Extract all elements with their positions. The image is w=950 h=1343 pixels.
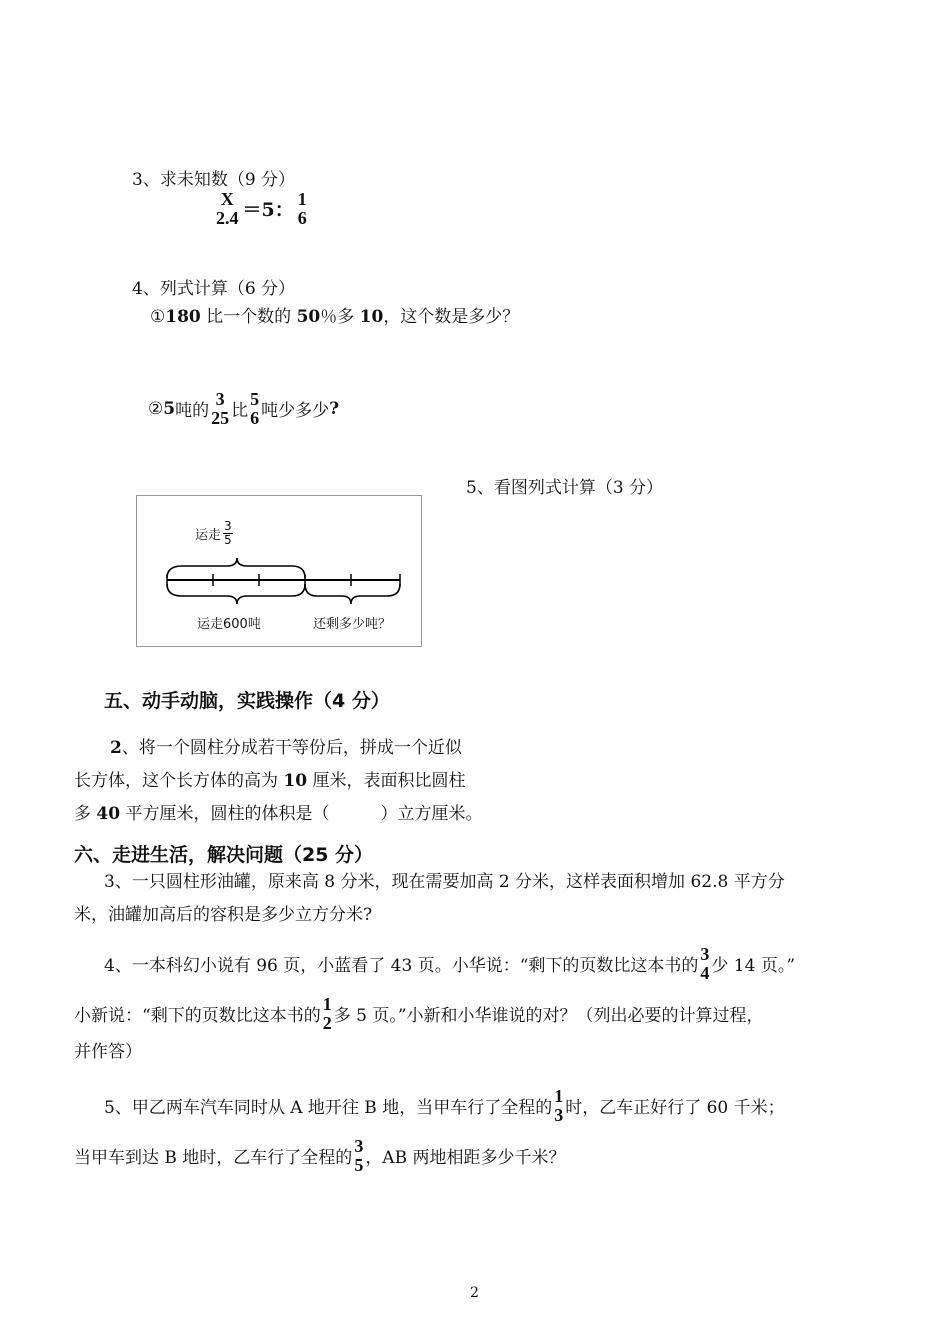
s6-q5-line2b: ，AB 两地相距多少千米？	[365, 1148, 566, 1169]
q4-p1-marker: ①	[150, 307, 166, 327]
s6-q4-line2a: 小新说：“剩下的页数比这本书的	[74, 1006, 321, 1027]
q4-p2-qmark: ?	[329, 398, 340, 419]
q4-p1-percent: 50	[296, 307, 321, 327]
q3-den1: 2.4	[216, 207, 239, 228]
s6-q4-fraction2	[323, 995, 332, 1033]
q3-num1: X	[220, 189, 234, 209]
s5-q2-line2a: 长方体，这个长方体的高为	[74, 771, 284, 791]
q4-p2-num1: 3	[215, 389, 225, 409]
s6-q5-num1: 1	[554, 1086, 564, 1106]
s6-q5-line2	[74, 1137, 566, 1175]
q3-title: 3、求未知数（9 分）	[132, 170, 296, 190]
section6-q3	[74, 866, 874, 932]
s6-q4-den2: 2	[322, 1012, 332, 1033]
q4-p2-num: 5	[163, 398, 176, 419]
q3-equation	[214, 190, 309, 228]
s6-q3-line1: 3、一只圆柱形油罐，原来高 8 分米，现在需要加高 2 分米，这样表面积增加 62.8 平方分	[104, 872, 785, 892]
fig-top-den: 5	[224, 533, 232, 548]
fig-bottom-left: 运走600吨	[197, 617, 261, 632]
q3-den2: 6	[297, 207, 307, 228]
q4-p2-fraction1	[211, 390, 229, 428]
s6-q4-line2	[74, 995, 764, 1033]
s6-q4-num1: 3	[700, 944, 710, 964]
q4-p1-num2: 10	[359, 307, 384, 327]
q4-p2-text2: 比	[231, 401, 249, 422]
s6-q5-fraction2	[354, 1137, 363, 1175]
fig-top-text: 运走	[195, 528, 222, 544]
s6-q5-num2: 3	[354, 1136, 364, 1156]
q4-p2-fraction2	[250, 390, 259, 428]
s6-q4-line1	[104, 945, 795, 983]
s5-q2-area: 40	[96, 804, 121, 824]
s5-q2-line3c: 平方厘米，圆柱的体积是（ ）立方厘米。	[120, 804, 483, 824]
q4-p2-text3: 吨少多少	[261, 401, 330, 422]
q4-part2	[148, 390, 339, 428]
fig-top-label	[195, 520, 233, 547]
s5-q2-line2c: 厘米，表面积比圆柱	[307, 771, 466, 791]
s6-q4-fraction1	[700, 945, 709, 983]
fig-top-fraction	[223, 520, 233, 547]
section5-q2	[74, 732, 514, 831]
q4-p2-den1: 25	[211, 407, 230, 428]
q3-fraction-x	[216, 190, 239, 228]
s6-q4-den1: 4	[700, 962, 710, 983]
q3-fraction-right	[298, 190, 307, 228]
bottom-brace-right	[305, 584, 400, 604]
s6-q3-line2: 米，油罐加高后的容积是多少立方分米?	[74, 905, 373, 925]
s6-q5-den1: 3	[554, 1104, 564, 1125]
s6-q5-fraction1	[554, 1087, 563, 1125]
q4-p2-marker: ②	[148, 398, 164, 419]
top-brace	[167, 558, 305, 578]
s6-q5-line2a: 当甲车到达 B 地时，乙车行了全程的	[74, 1148, 353, 1169]
q4-p1-text2: ％多	[320, 307, 360, 327]
s6-q4-line1b: 少 14 页。”	[711, 956, 796, 977]
q4-p2-num2: 5	[250, 389, 260, 409]
q5-title: 5、看图列式计算（3 分）	[466, 478, 664, 498]
s6-q4-line1a: 4、一本科幻小说有 96 页，小蓝看了 43 页。小华说：“剩下的页数比这本书的	[104, 956, 699, 977]
s6-q4-line2b: 多 5 页。”小新和小华谁说的对？（列出必要的计算过程，	[333, 1006, 764, 1027]
bottom-brace-left	[167, 584, 305, 604]
s5-q2-line1: 、将一个圆柱分成若干等份后，拼成一个近似	[121, 738, 462, 758]
section6-heading: 六、走进生活，解决问题（25 分）	[74, 844, 374, 866]
s5-q2-num: 2	[110, 738, 122, 758]
q4-p1-num: 180	[165, 307, 201, 327]
q3-num2: 1	[297, 189, 307, 209]
section5-heading: 五、动手动脑，实践操作（4 分）	[104, 690, 390, 712]
q4-part1	[150, 302, 519, 327]
page-number: 2	[470, 1285, 479, 1301]
q4-title: 4、列式计算（6 分）	[132, 279, 296, 299]
q4-p2-text1: 吨的	[175, 401, 210, 422]
fig-top-num: 3	[224, 519, 232, 533]
s5-q2-line3a: 多	[74, 804, 97, 824]
s6-q5-line1	[104, 1087, 785, 1125]
s6-q4-num2: 1	[322, 994, 332, 1014]
q3-mid: ＝5：	[242, 199, 294, 222]
s6-q5-line1b: 时，乙车正好行了 60 千米；	[565, 1098, 785, 1119]
s5-q2-height: 10	[283, 771, 308, 791]
s6-q5-line1a: 5、甲乙两车汽车同时从 A 地开往 B 地，当甲车行了全程的	[104, 1098, 553, 1119]
q4-p2-den2: 6	[250, 407, 260, 428]
fig-bottom-right: 还剩多少吨？	[313, 617, 392, 632]
q4-p1-text1: 比一个数的	[200, 307, 297, 327]
s6-q5-den2: 5	[354, 1154, 364, 1175]
q5-figure	[136, 495, 422, 647]
q4-p1-text3: ，这个数是多少？	[383, 307, 520, 327]
s6-q4-line3: 并作答）	[74, 1042, 142, 1062]
